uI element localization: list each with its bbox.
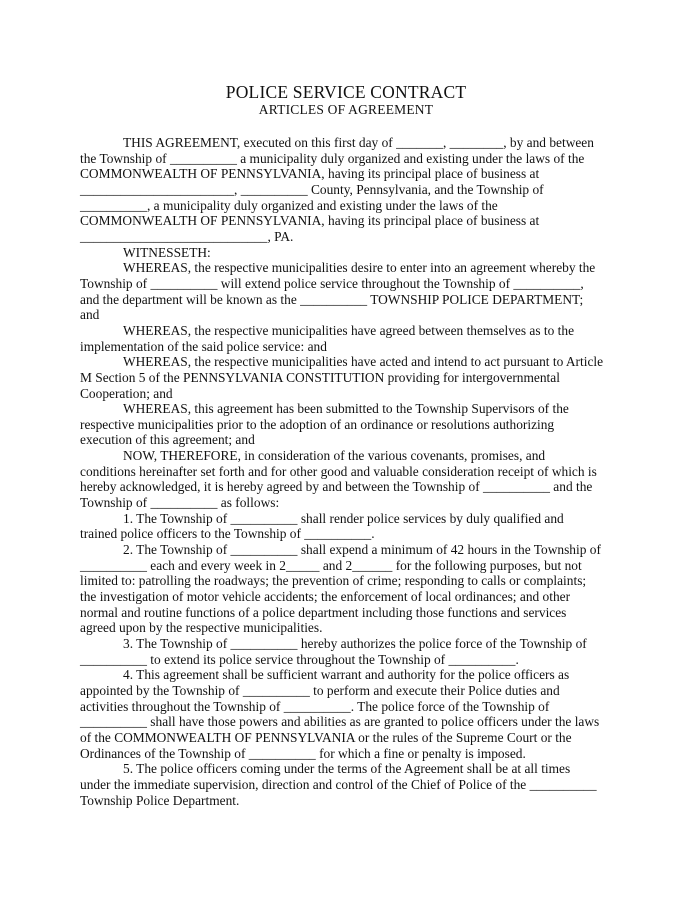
body-text-line: 2. The Township of __________ shall expend a minimum of 42 hours in the Township of xyxy=(123,542,601,558)
body-text-line: the investigation of motor vehicle accidents; the enforcement of local ordinances; and other xyxy=(80,589,571,605)
body-text-line: 4. This agreement shall be sufficient warrant and authority for the police officers as xyxy=(123,667,570,683)
body-text-line: 3. The Township of __________ hereby authorizes the police force of the Township of xyxy=(123,636,587,651)
body-text-line: M Section 5 of the PENNSYLVANIA CONSTITUTION providing for intergovernmental xyxy=(80,369,560,385)
body-text-line: respective municipalities prior to the adoption of an ordinance or resolutions authorizing xyxy=(80,416,555,432)
body-text-line: WITNESSETH: xyxy=(123,244,211,260)
body-text-line: WHEREAS, the respective municipalities have agreed between themselves as to the xyxy=(123,322,575,338)
document-body xyxy=(80,135,612,808)
body-text-line: Cooperation; and xyxy=(80,385,173,401)
body-text-line: and the department will be known as the __________ TOWNSHIP POLICE DEPARTMENT; xyxy=(80,291,584,307)
document-title: POLICE SERVICE CONTRACT xyxy=(225,82,467,102)
body-text-line: and xyxy=(80,307,100,323)
body-text-line: THIS AGREEMENT, executed on this first day of _______, ________, by and between xyxy=(123,135,594,150)
document-page xyxy=(80,82,612,808)
document-subtitle: ARTICLES OF AGREEMENT xyxy=(258,102,434,117)
body-text-line: WHEREAS, this agreement has been submitted to the Township Supervisors of the xyxy=(123,401,569,417)
body-text-line: __________ shall have those powers and abilities as are granted to police officers under the laws xyxy=(80,714,600,730)
body-text-line: limited to: patrolling the roadways; the prevention of crime; responding to calls or complaints; xyxy=(80,573,587,589)
body-text-line: Township Police Department. xyxy=(80,792,240,808)
body-text-line: under the immediate supervision, direction and control of the Chief of Police of the __________ xyxy=(80,776,597,792)
body-text-line: ____________________________, PA. xyxy=(80,228,294,244)
body-text-line: WHEREAS, the respective municipalities have acted and intend to act pursuant to Article xyxy=(123,354,604,370)
body-text-line: COMMONWEALTH OF PENNSYLVANIA, having its principal place of business at xyxy=(80,213,540,229)
body-text-line: Ordinances of the Township of __________ for which a fine or penalty is imposed. xyxy=(80,745,526,761)
body-text-line: appointed by the Township of __________ to perform and execute their Police duties and xyxy=(80,682,560,698)
body-text-line: 5. The police officers coming under the terms of the Agreement shall be at all times xyxy=(123,761,571,777)
body-text-line: execution of this agreement; and xyxy=(80,432,255,448)
body-text-line: _______________________, __________ County, Pennsylvania, and the Township of xyxy=(80,181,544,197)
body-text-line: conditions hereinafter set forth and for other good and valuable consideration receipt of which is xyxy=(80,463,597,479)
body-text-line: Township of __________ will extend police service throughout the Township of __________, xyxy=(80,275,584,291)
body-text-line: of the COMMONWEALTH OF PENNSYLVANIA or the rules of the Supreme Court or the xyxy=(80,729,572,745)
body-text-line: COMMONWEALTH OF PENNSYLVANIA, having its principal place of business at xyxy=(80,166,540,182)
body-text-line: trained police officers to the Township of __________. xyxy=(80,526,375,542)
body-text-line: agreed upon by the respective municipalities. xyxy=(80,620,323,636)
body-text-line: Township of __________ as follows: xyxy=(80,495,280,511)
body-text-line: implementation of the said police service: and xyxy=(80,338,327,354)
body-text-line: __________, a municipality duly organized and existing under the laws of the xyxy=(80,197,498,213)
body-text-line: hereby acknowledged, it is hereby agreed by and between the Township of __________ and the xyxy=(80,479,593,495)
body-text-line: 1. The Township of __________ shall render police services by duly qualified and xyxy=(123,510,564,526)
body-text-line: NOW, THEREFORE, in consideration of the various covenants, promises, and xyxy=(123,448,546,464)
body-text-line: __________ to extend its police service throughout the Township of __________. xyxy=(80,651,519,667)
body-text-line: the Township of __________ a municipality duly organized and existing under the laws of the xyxy=(80,150,585,166)
body-text-line: activities throughout the Township of __________. The police force of the Township of xyxy=(80,698,550,714)
body-text-line: normal and routine functions of a police department including those functions and services xyxy=(80,604,567,620)
body-text-line: __________ each and every week in 2_____ and 2______ for the following purposes, but not xyxy=(80,557,582,573)
body-text-line: WHEREAS, the respective municipalities desire to enter into an agreement whereby the xyxy=(123,260,596,276)
